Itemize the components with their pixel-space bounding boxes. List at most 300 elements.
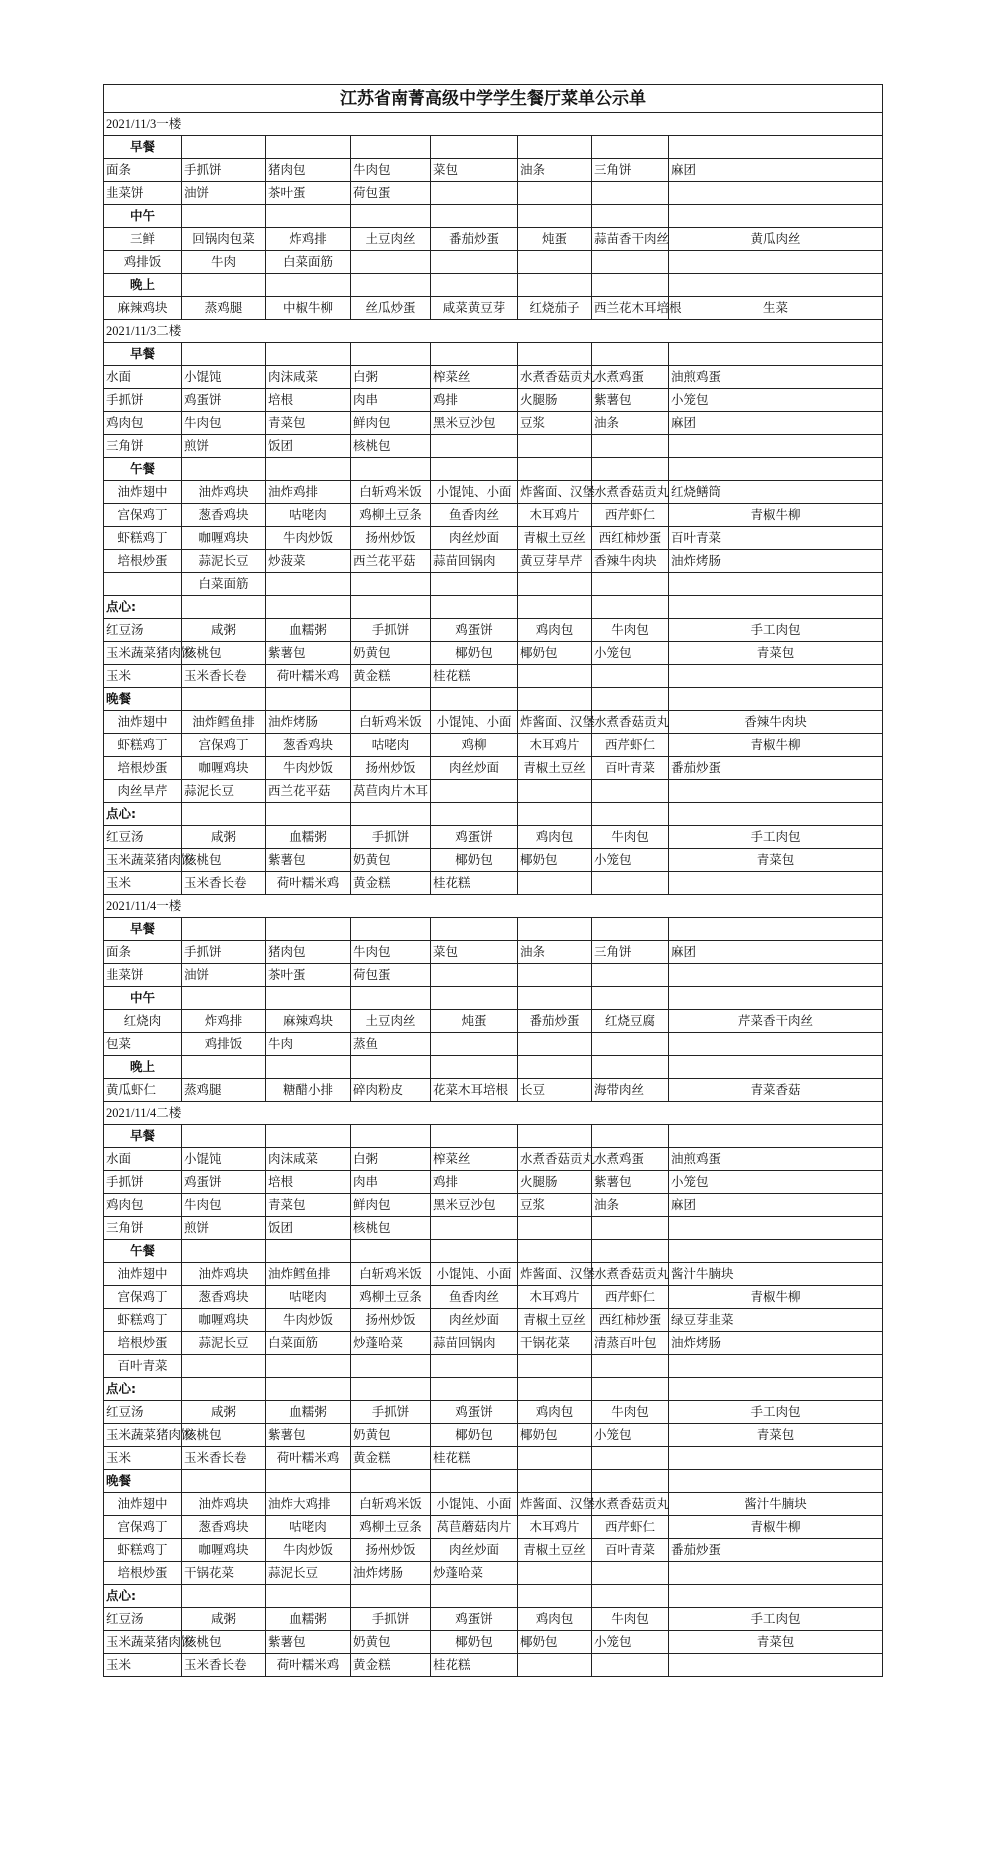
dish-cell: 荷叶糯米鸡 [266, 872, 351, 895]
meal-label: 点心: [104, 1585, 182, 1608]
dish-cell: 椰奶包 [431, 1631, 518, 1654]
dish-cell: 木耳鸡片 [518, 504, 592, 527]
dish-cell: 肉沫咸菜 [266, 1148, 351, 1171]
empty-cell [518, 596, 592, 619]
empty-cell [669, 1355, 883, 1378]
dish-cell: 桂花糕 [431, 665, 518, 688]
dish-cell: 血糯粥 [266, 619, 351, 642]
dish-cell: 土豆肉丝 [351, 1010, 431, 1033]
dish-cell: 青菜包 [266, 1194, 351, 1217]
dish-cell: 小笼包 [592, 1631, 669, 1654]
dish-cell: 油炸鸡块 [182, 481, 266, 504]
dish-cell: 奶黄包 [351, 1631, 431, 1654]
table-row [104, 1355, 883, 1378]
empty-cell [592, 458, 669, 481]
dish-cell: 番茄炒蛋 [669, 1539, 883, 1562]
empty-cell [518, 573, 592, 596]
empty-cell [592, 987, 669, 1010]
dish-cell: 虾糕鸡丁 [104, 1539, 182, 1562]
dish-cell: 炖蛋 [518, 228, 592, 251]
dish-cell: 荷叶糯米鸡 [266, 1654, 351, 1677]
dish-cell: 白斩鸡米饭 [351, 1263, 431, 1286]
dish-cell: 培根炒蛋 [104, 1332, 182, 1355]
dish-cell: 奶黄包 [351, 642, 431, 665]
dish-cell: 蒜苗回锅肉 [431, 550, 518, 573]
dish-cell: 鸡柳土豆条 [351, 1516, 431, 1539]
empty-cell [182, 136, 266, 159]
dish-cell: 紫薯包 [266, 642, 351, 665]
dish-cell: 扬州炒饭 [351, 757, 431, 780]
dish-cell: 百叶青菜 [592, 1539, 669, 1562]
dish-cell: 西芹虾仁 [592, 1286, 669, 1309]
meal-header-row [104, 987, 883, 1010]
meal-header-row [104, 1470, 883, 1493]
dish-cell: 炸酱面、汉堡 [518, 1263, 592, 1286]
section-date-row [104, 1102, 883, 1125]
empty-cell [351, 1378, 431, 1401]
meal-header-row [104, 1585, 883, 1608]
dish-cell: 咕咾肉 [266, 1286, 351, 1309]
dish-cell: 鸡柳 [431, 734, 518, 757]
table-row [104, 550, 883, 573]
table-row [104, 1033, 883, 1056]
dish-cell: 肉丝炒面 [431, 1309, 518, 1332]
dish-cell: 油炸烤肠 [266, 711, 351, 734]
dish-cell: 芹菜香干肉丝 [669, 1010, 883, 1033]
empty-cell [266, 274, 351, 297]
dish-cell: 黄金糕 [351, 872, 431, 895]
dish-cell: 小馄饨、小面 [431, 1493, 518, 1516]
dish-cell: 中椒牛柳 [266, 297, 351, 320]
empty-cell [669, 1125, 883, 1148]
dish-cell: 手抓饼 [182, 941, 266, 964]
table-row [104, 527, 883, 550]
dish-cell: 酱汁牛腩块 [669, 1493, 883, 1516]
dish-cell: 玉米蔬菜猪肉饺 [104, 849, 182, 872]
dish-cell: 鸡肉包 [518, 1608, 592, 1631]
dish-cell: 鸡排饭 [182, 1033, 266, 1056]
meal-header-row [104, 274, 883, 297]
dish-cell: 鸡排饭 [104, 251, 182, 274]
dish-cell: 百叶青菜 [669, 527, 883, 550]
title-row [104, 85, 883, 113]
empty-cell [518, 1654, 592, 1677]
dish-cell: 青椒土豆丝 [518, 527, 592, 550]
dish-cell: 扬州炒饭 [351, 527, 431, 550]
dish-cell: 桂花糕 [431, 1654, 518, 1677]
meal-header-row [104, 136, 883, 159]
meal-label: 中午 [104, 205, 182, 228]
empty-cell [669, 596, 883, 619]
section-date-label: 2021/11/3一楼 [104, 113, 883, 136]
dish-cell: 椰奶包 [518, 1424, 592, 1447]
empty-cell [518, 964, 592, 987]
empty-cell [592, 1378, 669, 1401]
dish-cell: 扬州炒饭 [351, 1539, 431, 1562]
empty-cell [104, 573, 182, 596]
dish-cell: 蒜泥长豆 [182, 1332, 266, 1355]
dish-cell: 咖喱鸡块 [182, 757, 266, 780]
dish-cell: 白菜面筋 [266, 251, 351, 274]
empty-cell [669, 665, 883, 688]
meal-label: 晚餐 [104, 1470, 182, 1493]
empty-cell [669, 458, 883, 481]
empty-cell [351, 205, 431, 228]
dish-cell: 绿豆芽韭菜 [669, 1309, 883, 1332]
empty-cell [182, 596, 266, 619]
dish-cell: 鸡肉包 [518, 619, 592, 642]
empty-cell [431, 274, 518, 297]
empty-cell [592, 251, 669, 274]
dish-cell: 咕咾肉 [266, 504, 351, 527]
dish-cell: 水煮鸡蛋 [592, 366, 669, 389]
empty-cell [518, 1378, 592, 1401]
dish-cell: 青菜包 [669, 849, 883, 872]
empty-cell [431, 1378, 518, 1401]
table-row [104, 1654, 883, 1677]
empty-cell [431, 918, 518, 941]
empty-cell [182, 1125, 266, 1148]
dish-cell: 牛肉包 [592, 1608, 669, 1631]
section-date-row [104, 113, 883, 136]
dish-cell: 回锅肉包菜 [182, 228, 266, 251]
empty-cell [351, 688, 431, 711]
meal-label: 点心: [104, 596, 182, 619]
section-date-label: 2021/11/4一楼 [104, 895, 883, 918]
dish-cell: 荷包蛋 [351, 182, 431, 205]
empty-cell [592, 872, 669, 895]
table-row [104, 481, 883, 504]
dish-cell: 咖喱鸡块 [182, 527, 266, 550]
meal-header-row [104, 1056, 883, 1079]
empty-cell [182, 205, 266, 228]
table-row [104, 1424, 883, 1447]
dish-cell: 咕咾肉 [351, 734, 431, 757]
dish-cell: 麻辣鸡块 [104, 297, 182, 320]
dish-cell: 核桃包 [182, 1424, 266, 1447]
dish-cell: 红烧豆腐 [592, 1010, 669, 1033]
empty-cell [351, 1240, 431, 1263]
dish-cell: 小馄饨、小面 [431, 1263, 518, 1286]
empty-cell [592, 1033, 669, 1056]
dish-cell: 紫薯包 [266, 849, 351, 872]
dish-cell: 咖喱鸡块 [182, 1539, 266, 1562]
dish-cell: 水煮香菇贡丸 [592, 711, 669, 734]
dish-cell: 肉丝炒面 [431, 527, 518, 550]
empty-cell [351, 987, 431, 1010]
empty-cell [518, 918, 592, 941]
empty-cell [182, 1355, 266, 1378]
dish-cell: 菜包 [431, 159, 518, 182]
dish-cell: 核桃包 [182, 642, 266, 665]
empty-cell [669, 964, 883, 987]
dish-cell: 西兰花木耳培根 [592, 297, 669, 320]
dish-cell: 咖喱鸡块 [182, 1309, 266, 1332]
dish-cell: 核桃包 [182, 1631, 266, 1654]
dish-cell: 椰奶包 [431, 1424, 518, 1447]
dish-cell: 血糯粥 [266, 826, 351, 849]
table-row [104, 757, 883, 780]
dish-cell: 青椒牛柳 [669, 734, 883, 757]
dish-cell: 油饼 [182, 182, 266, 205]
dish-cell: 青菜包 [669, 1631, 883, 1654]
empty-cell [592, 1355, 669, 1378]
dish-cell: 桂花糕 [431, 872, 518, 895]
dish-cell: 西兰花平菇 [266, 780, 351, 803]
table-row [104, 1263, 883, 1286]
dish-cell: 牛肉 [266, 1033, 351, 1056]
dish-cell: 油炸鳕鱼排 [182, 711, 266, 734]
empty-cell [669, 987, 883, 1010]
empty-cell [669, 1447, 883, 1470]
empty-cell [592, 780, 669, 803]
dish-cell: 桂花糕 [431, 1447, 518, 1470]
dish-cell: 核桃包 [351, 1217, 431, 1240]
empty-cell [592, 1125, 669, 1148]
table-row [104, 573, 883, 596]
empty-cell [431, 1217, 518, 1240]
dish-cell: 小笼包 [669, 1171, 883, 1194]
empty-cell [592, 665, 669, 688]
dish-cell: 白斩鸡米饭 [351, 481, 431, 504]
dish-cell: 鸡排 [431, 1171, 518, 1194]
dish-cell: 面条 [104, 941, 182, 964]
dish-cell: 油煎鸡蛋 [669, 1148, 883, 1171]
dish-cell: 黑米豆沙包 [431, 1194, 518, 1217]
section-date-row [104, 320, 883, 343]
empty-cell [431, 964, 518, 987]
dish-cell: 葱香鸡块 [266, 734, 351, 757]
table-row [104, 1332, 883, 1355]
empty-cell [266, 573, 351, 596]
table-row [104, 849, 883, 872]
empty-cell [431, 1240, 518, 1263]
empty-cell [182, 343, 266, 366]
dish-cell: 咸菜黄豆芽 [431, 297, 518, 320]
dish-cell: 奶黄包 [351, 849, 431, 872]
dish-cell: 鲜肉包 [351, 412, 431, 435]
dish-cell: 牛肉包 [351, 159, 431, 182]
dish-cell: 玉米香长卷 [182, 1447, 266, 1470]
empty-cell [592, 1056, 669, 1079]
meal-header-row [104, 1240, 883, 1263]
dish-cell: 青椒土豆丝 [518, 757, 592, 780]
dish-cell: 鸡蛋饼 [182, 1171, 266, 1194]
dish-cell: 蒸鱼 [351, 1033, 431, 1056]
dish-cell: 青椒牛柳 [669, 1286, 883, 1309]
dish-cell: 牛肉包 [182, 1194, 266, 1217]
empty-cell [431, 780, 518, 803]
dish-cell: 小馄饨 [182, 366, 266, 389]
empty-cell [182, 1378, 266, 1401]
empty-cell [669, 1217, 883, 1240]
dish-cell: 宫保鸡丁 [104, 1286, 182, 1309]
dish-cell: 青菜包 [669, 642, 883, 665]
meal-header-row [104, 205, 883, 228]
empty-cell [669, 1654, 883, 1677]
meal-label: 早餐 [104, 918, 182, 941]
dish-cell: 水面 [104, 1148, 182, 1171]
empty-cell [351, 274, 431, 297]
dish-cell: 肉串 [351, 389, 431, 412]
empty-cell [592, 136, 669, 159]
dish-cell: 油条 [518, 941, 592, 964]
empty-cell [518, 136, 592, 159]
dish-cell: 手抓饼 [351, 1401, 431, 1424]
empty-cell [669, 1240, 883, 1263]
table-row [104, 665, 883, 688]
empty-cell [266, 596, 351, 619]
dish-cell: 黄金糕 [351, 1447, 431, 1470]
dish-cell: 牛肉炒饭 [266, 1309, 351, 1332]
dish-cell: 蒜苗回锅肉 [431, 1332, 518, 1355]
dish-cell: 炒蓬哈菜 [351, 1332, 431, 1355]
dish-cell: 小馄饨 [182, 1148, 266, 1171]
dish-cell: 豆浆 [518, 1194, 592, 1217]
empty-cell [518, 1447, 592, 1470]
dish-cell: 葱香鸡块 [182, 504, 266, 527]
meal-label: 早餐 [104, 343, 182, 366]
dish-cell: 鸡肉包 [104, 412, 182, 435]
dish-cell: 包菜 [104, 1033, 182, 1056]
dish-cell: 手工肉包 [669, 1401, 883, 1424]
dish-cell: 白斩鸡米饭 [351, 1493, 431, 1516]
empty-cell [592, 274, 669, 297]
dish-cell: 鸡肉包 [518, 826, 592, 849]
empty-cell [266, 205, 351, 228]
dish-cell: 水煮鸡蛋 [592, 1148, 669, 1171]
empty-cell [669, 1585, 883, 1608]
dish-cell: 煎饼 [182, 1217, 266, 1240]
dish-cell: 鸡蛋饼 [431, 826, 518, 849]
dish-cell: 鲜肉包 [351, 1194, 431, 1217]
dish-cell: 咸粥 [182, 1608, 266, 1631]
dish-cell: 百叶青菜 [592, 757, 669, 780]
empty-cell [182, 987, 266, 1010]
table-row [104, 1516, 883, 1539]
dish-cell: 蒸鸡腿 [182, 297, 266, 320]
empty-cell [431, 343, 518, 366]
dish-cell: 三角饼 [592, 159, 669, 182]
table-row [104, 1010, 883, 1033]
empty-cell [431, 1355, 518, 1378]
meal-label: 中午 [104, 987, 182, 1010]
dish-cell: 椰奶包 [518, 1631, 592, 1654]
dish-cell: 黄瓜肉丝 [669, 228, 883, 251]
dish-cell: 手工肉包 [669, 826, 883, 849]
menu-table [103, 84, 883, 1677]
dish-cell: 韭菜饼 [104, 182, 182, 205]
empty-cell [266, 1125, 351, 1148]
dish-cell: 核桃包 [182, 849, 266, 872]
empty-cell [182, 1056, 266, 1079]
dish-cell: 炸酱面、汉堡 [518, 711, 592, 734]
dish-cell: 手抓饼 [351, 826, 431, 849]
empty-cell [669, 136, 883, 159]
empty-cell [592, 343, 669, 366]
dish-cell: 油炸大鸡排 [266, 1493, 351, 1516]
dish-cell: 油炸翅中 [104, 711, 182, 734]
empty-cell [592, 918, 669, 941]
dish-cell: 三角饼 [104, 1217, 182, 1240]
dish-cell: 牛肉 [182, 251, 266, 274]
empty-cell [592, 964, 669, 987]
dish-cell: 三角饼 [104, 435, 182, 458]
section-date-row [104, 895, 883, 918]
meal-label: 晚上 [104, 1056, 182, 1079]
empty-cell [266, 1470, 351, 1493]
dish-cell: 牛肉包 [182, 412, 266, 435]
dish-cell: 青椒牛柳 [669, 504, 883, 527]
dish-cell: 培根炒蛋 [104, 1562, 182, 1585]
empty-cell [351, 1355, 431, 1378]
dish-cell: 三角饼 [592, 941, 669, 964]
table-row [104, 1447, 883, 1470]
empty-cell [669, 435, 883, 458]
dish-cell: 血糯粥 [266, 1401, 351, 1424]
dish-cell: 培根 [266, 1171, 351, 1194]
table-row [104, 1562, 883, 1585]
dish-cell: 肉丝炒面 [431, 1539, 518, 1562]
dish-cell: 榨菜丝 [431, 366, 518, 389]
dish-cell: 干锅花菜 [182, 1562, 266, 1585]
dish-cell: 牛肉包 [592, 619, 669, 642]
dish-cell: 油炸烤肠 [669, 1332, 883, 1355]
dish-cell: 黑米豆沙包 [431, 412, 518, 435]
table-row [104, 435, 883, 458]
table-row [104, 1539, 883, 1562]
empty-cell [182, 688, 266, 711]
empty-cell [518, 1562, 592, 1585]
empty-cell [518, 1217, 592, 1240]
empty-cell [431, 1585, 518, 1608]
empty-cell [431, 803, 518, 826]
meal-header-row [104, 596, 883, 619]
empty-cell [266, 1378, 351, 1401]
empty-cell [182, 1240, 266, 1263]
dish-cell: 小馄饨、小面 [431, 481, 518, 504]
dish-cell: 虾糕鸡丁 [104, 734, 182, 757]
empty-cell [431, 1125, 518, 1148]
section-date-label: 2021/11/4二楼 [104, 1102, 883, 1125]
dish-cell: 红烧茄子 [518, 297, 592, 320]
empty-cell [351, 136, 431, 159]
dish-cell: 肉沫咸菜 [266, 366, 351, 389]
empty-cell [266, 987, 351, 1010]
dish-cell: 炸鸡排 [182, 1010, 266, 1033]
dish-cell: 油条 [592, 1194, 669, 1217]
dish-cell: 水煮香菇贡丸 [518, 366, 592, 389]
empty-cell [266, 136, 351, 159]
dish-cell: 猪肉包 [266, 159, 351, 182]
meal-label: 早餐 [104, 1125, 182, 1148]
empty-cell [592, 1585, 669, 1608]
empty-cell [518, 182, 592, 205]
table-row [104, 159, 883, 182]
dish-cell: 小笼包 [669, 389, 883, 412]
dish-cell: 紫薯包 [592, 389, 669, 412]
empty-cell [266, 1056, 351, 1079]
dish-cell: 手工肉包 [669, 1608, 883, 1631]
empty-cell [592, 435, 669, 458]
dish-cell: 鸡排 [431, 389, 518, 412]
dish-cell: 火腿肠 [518, 389, 592, 412]
dish-cell: 玉米蔬菜猪肉饺 [104, 1631, 182, 1654]
dish-cell: 鸡蛋饼 [431, 1401, 518, 1424]
empty-cell [592, 1217, 669, 1240]
table-row [104, 1493, 883, 1516]
empty-cell [592, 803, 669, 826]
